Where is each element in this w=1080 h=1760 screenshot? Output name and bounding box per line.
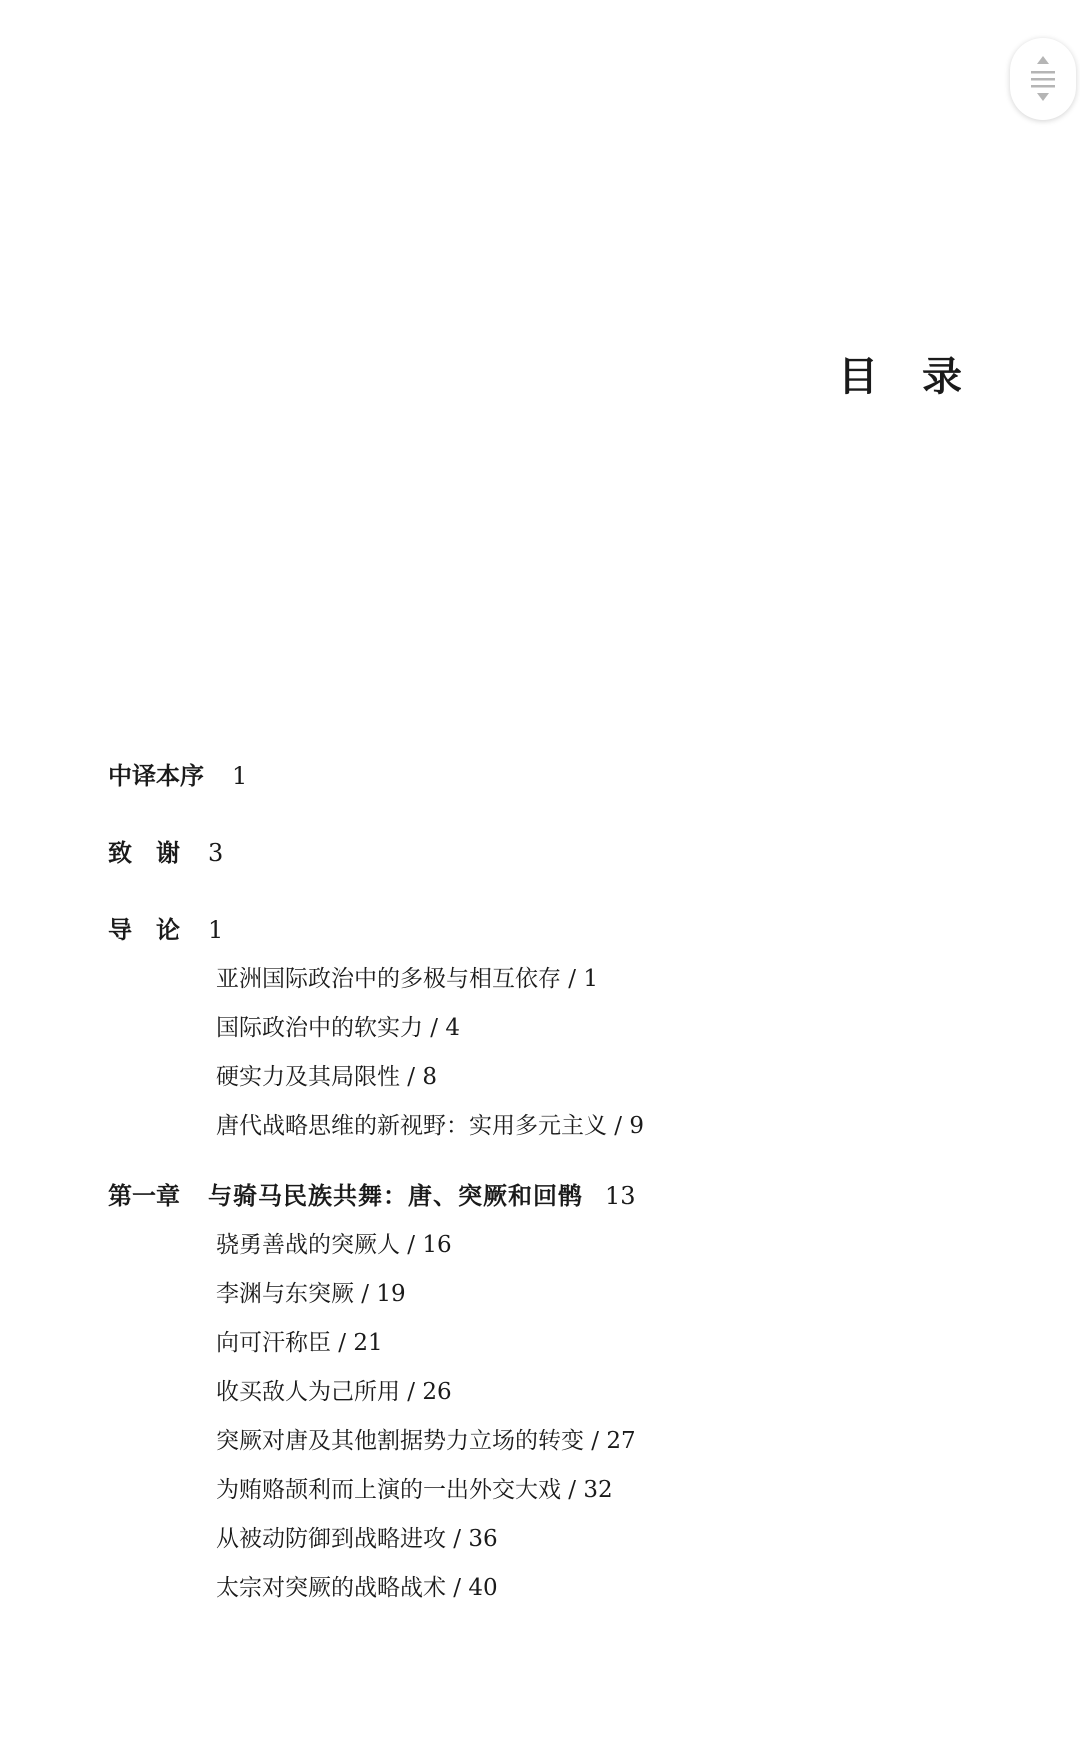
toc-section: 硬实力及其局限性 / 8 [216,1064,438,1090]
toc-section: 李渊与东突厥 / 19 [216,1281,406,1307]
entry-page: 1 [208,916,224,944]
toc-section: 收买敌人为己所用 / 26 [216,1379,452,1405]
toc-section: 亚洲国际政治中的多极与相互依存 / 1 [216,966,599,992]
chapter-label: 第一章 [108,1181,180,1210]
title-char-1: 目 [838,353,878,400]
scroll-handle[interactable] [1010,38,1076,120]
chapter-title: 与骑马民族共舞：唐、突厥和回鹘 [208,1181,583,1210]
entry-page: 3 [208,839,224,867]
toc-section: 突厥对唐及其他割据势力立场的转变 / 27 [216,1428,636,1454]
page-title [838,345,962,402]
entry-label: 导 论 [108,915,180,944]
toc-section: 唐代战略思维的新视野：实用多元主义 / 9 [216,1113,645,1139]
toc-section: 太宗对突厥的战略战术 / 40 [216,1575,498,1601]
toc-section: 从被动防御到战略进攻 / 36 [216,1526,498,1552]
table-of-contents [108,760,1008,1649]
entry-label: 致 谢 [108,838,180,867]
title-char-2: 录 [922,353,962,400]
toc-section: 骁勇善战的突厥人 / 16 [216,1232,452,1258]
toc-entry-chapter-1 [108,1180,1008,1604]
entry-label: 中译本序 [108,761,204,790]
toc-section: 国际政治中的软实力 / 4 [216,1015,461,1041]
toc-entry-introduction [108,914,1008,1142]
entry-page: 1 [232,762,248,790]
toc-section: 为贿赂颉利而上演的一出外交大戏 / 32 [216,1477,613,1503]
toc-entry-preface [108,760,1008,792]
entry-page: 13 [605,1182,636,1210]
scroll-arrows-icon [1029,54,1057,104]
toc-section: 向可汗称臣 / 21 [216,1330,383,1356]
toc-entry-acknowledgements [108,837,1008,869]
